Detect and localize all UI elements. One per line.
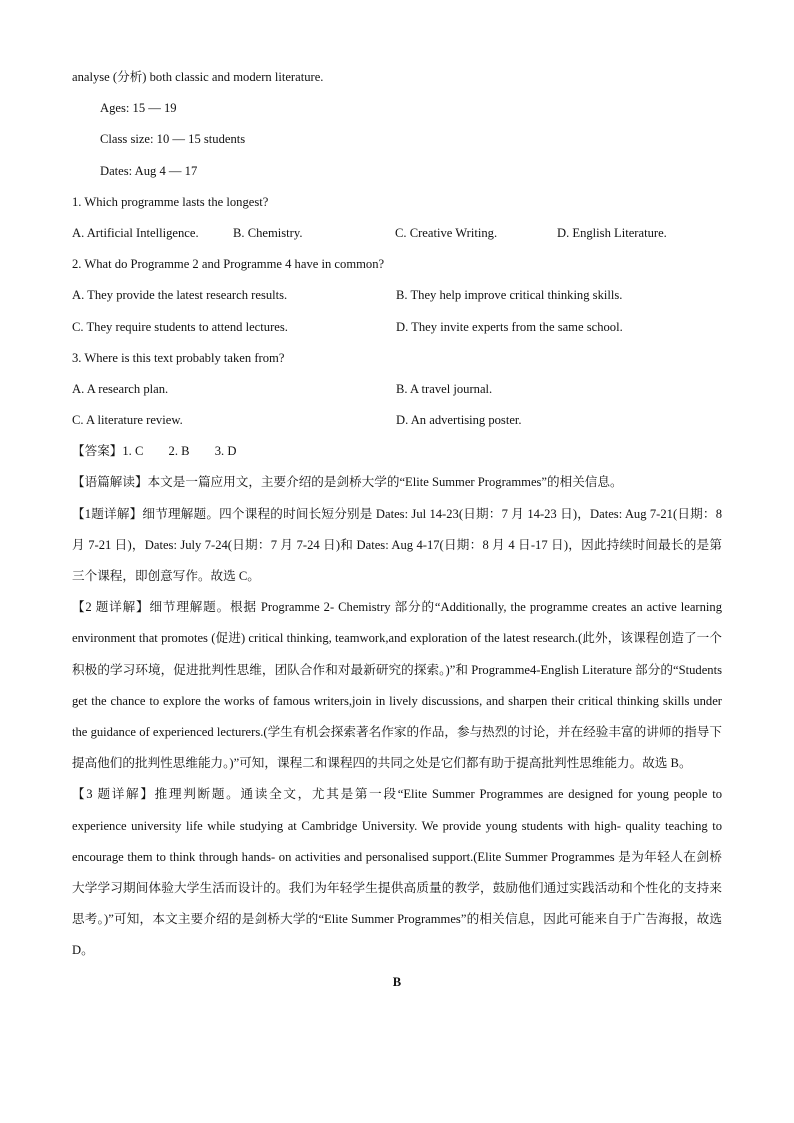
- answer-line: 【答案】1. C 2. B 3. D: [72, 444, 237, 459]
- question-1-options: [72, 218, 722, 249]
- explanation-q3: 【3 题详解】推理判断题。通读全文，尤其是第一段“Elite Summer Programmes are designed for young people to experience university life while studying at Cambridge University. We provide young students with high- quality teaching to encourage them to think through hands- on activities and personalised support.(Elite Summer Programmes 是为年轻人在剑桥大学学习期间体验大学生活而设计的。我们为年轻学生提供高质量的教学，鼓励他们通过实践活动和个性化的支持来思考。)”可知，本文主要介绍的是剑桥大学的“Elite Summer Programmes”的相关信息，因此可能来自于广告海报，故选 D。: [72, 787, 722, 958]
- dates-line: Dates: Aug 4 — 17: [100, 163, 198, 178]
- option-c: C. They require students to attend lectures.: [72, 319, 288, 334]
- question-3-stem: 3. Where is this text probably taken from?: [72, 350, 285, 365]
- question-2-stem: 2. What do Programme 2 and Programme 4 have in common?: [72, 257, 385, 272]
- option-d: D. English Literature.: [557, 225, 667, 240]
- question-1-stem: 1. Which programme lasts the longest?: [72, 194, 269, 209]
- ages-line: Ages: 15 — 19: [100, 101, 177, 116]
- option-a: A. A research plan.: [72, 381, 169, 396]
- overview-paragraph: 【语篇解读】本文是一篇应用文，主要介绍的是剑桥大学的“Elite Summer Programmes”的相关信息。: [72, 475, 623, 490]
- option-d: D. An advertising poster.: [396, 413, 522, 428]
- option-a: A. Artificial Intelligence.: [72, 225, 199, 240]
- option-b: B. They help improve critical thinking skills.: [396, 288, 623, 303]
- question-2-options-row-1: [72, 280, 722, 311]
- option-b: B. A travel journal.: [396, 381, 493, 396]
- class-size-line: Class size: 10 — 15 students: [100, 132, 246, 147]
- section-label: B: [392, 974, 402, 989]
- option-b: B. Chemistry.: [233, 225, 303, 240]
- option-c: C. Creative Writing.: [395, 225, 498, 240]
- option-c: C. A literature review.: [72, 413, 183, 428]
- passage-line: analyse (分析) both classic and modern literature.: [72, 70, 324, 84]
- question-2-options-row-2: [72, 312, 722, 343]
- question-3-options-row-1: [72, 374, 722, 405]
- question-3-options-row-2: [72, 405, 722, 436]
- option-a: A. They provide the latest research results.: [72, 288, 288, 303]
- document-page: [72, 62, 722, 998]
- option-d: D. They invite experts from the same school.: [396, 319, 623, 334]
- explanation-q1: 【1题详解】细节理解题。四个课程的时间长短分别是 Dates: Jul 14-23(日期：7 月 14-23 日)，Dates: Aug 7-21(日期：8 月 7-21 日)，Dates: July 7-24(日期：7 月 7-24 日)和 Dates: Aug 4-17(日期：8 月 4 日-17 日)，因此持续时间最长的是第三个课程，即创意写作。故选 C。: [72, 506, 722, 584]
- explanation-q2: 【2 题详解】细节理解题。根据 Programme 2- Chemistry 部分的“Additionally, the programme creates an active learning environment that promotes (促进) critical thinking, teamwork,and exploration of the latest research.(此外，该课程创造了一个积极的学习环境，促进批判性思维，团队合作和对最新研究的探索。)”和 Programme4-English Literature 部分的“Students get the chance to explore the works of famous writers,join in lively discussions, and sharpen their critical thinking skills under the guidance of experienced lecturers.(学生有机会探索著名作家的作品，参与热烈的讨论，并在经验丰富的讲师的指导下提高他们的批判性思维能力。)”可知，课程二和课程四的共同之处是它们都有助于提高批判性思维能力。故选 B。: [72, 600, 722, 771]
